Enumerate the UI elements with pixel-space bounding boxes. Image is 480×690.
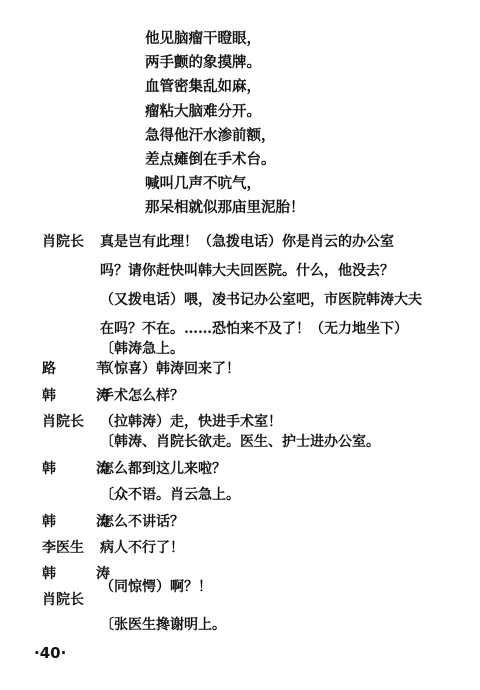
verse-block [145, 27, 305, 221]
dialogue-line: （拉韩涛）走，快进手术室！ [100, 414, 282, 430]
verse-line: 那呆相就似那庙里泥胎！ [145, 199, 305, 217]
speaker-name: 韩 涛 [42, 514, 123, 530]
dialogue-line: 真是岂有此理！（急拨电话）你是肖云的办公室 [100, 234, 394, 250]
stage-direction: 〔韩涛、肖院长欲走。医生、护士进办公室。 [100, 434, 380, 450]
dialogue-line: 在吗？不在。……恐怕来不及了！（无力地坐下） [100, 321, 408, 337]
verse-line: 喊叫几声不吭气， [145, 175, 261, 193]
stage-direction: 〔众不语。肖云急上。 [100, 487, 240, 503]
dialogue-line: 怎么不讲话？ [100, 514, 184, 530]
verse-line: 他见脑瘤干瞪眼， [145, 30, 261, 47]
dialogue-line: （同惊愕）啊？！ [100, 579, 212, 595]
verse-line: 急得他汗水渗前额， [145, 126, 276, 144]
stage-direction: 〔张医生搀谢明上。 [100, 617, 226, 633]
speaker-name: 路 苇 [42, 361, 123, 377]
speaker-name: 肖院长 [42, 234, 84, 250]
speaker-name: 李医生 [42, 540, 84, 556]
dialogue-line: 病人不行了！ [100, 540, 184, 556]
dialogue-line: 怎么都到这儿来啦？ [100, 461, 226, 477]
dialogue-line: 手术怎么样？ [100, 388, 184, 404]
dialogue-line: （惊喜）韩涛回来了！ [100, 361, 240, 377]
speaker-name: 肖院长 [42, 414, 84, 430]
speaker-name: 韩 涛 [42, 388, 123, 404]
speaker-name: 韩 涛 [42, 461, 123, 477]
page-number: ·40· [34, 644, 67, 662]
verse-line: 血管密集乱如麻， [145, 78, 261, 96]
speaker-name: 韩 涛 [42, 566, 123, 582]
verse-line: 瘤粘大脑难分开。 [145, 102, 261, 120]
stage-direction: 〔韩涛急上。 [100, 341, 184, 357]
verse-line: 差点瘫倒在手术台。 [145, 151, 276, 169]
speaker-name: 肖院长 [42, 592, 84, 608]
dialogue-line: 吗？请你赶快叫韩大夫回医院。什么，他没去？ [100, 263, 394, 279]
dialogue-line: （又拨电话）喂，凌书记办公室吧，市医院韩涛大夫 [100, 292, 422, 308]
verse-line: 两手颤的象摸牌。 [145, 54, 261, 72]
